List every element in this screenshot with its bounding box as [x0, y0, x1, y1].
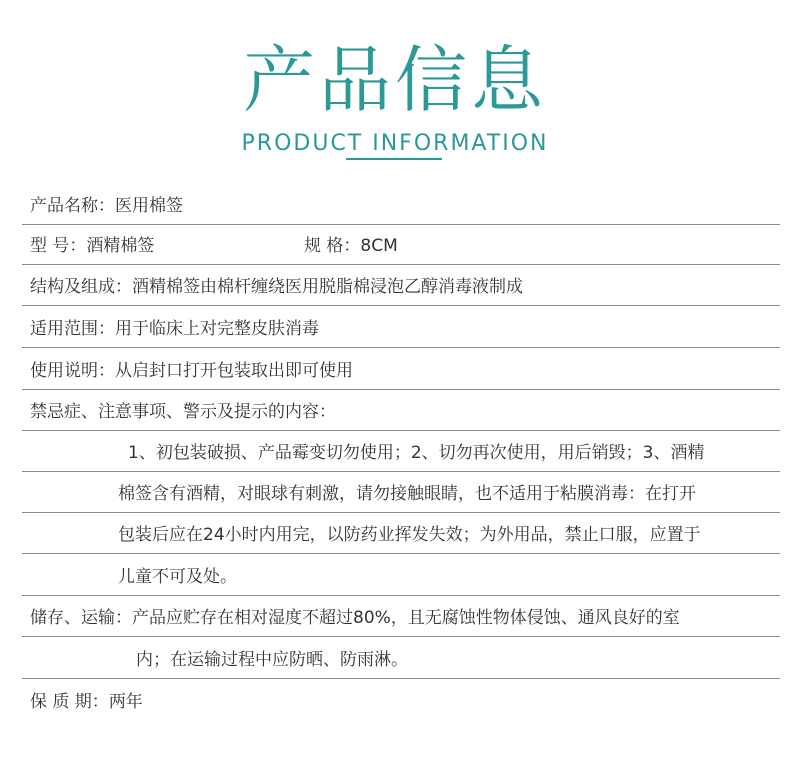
model-label: 型 号：	[30, 236, 87, 256]
warnings-line-2: 棉签含有酒精，对眼球有刺激，请勿接触眼睛，也不适用于粘膜消毒：在打开	[118, 484, 696, 504]
row-storage-cont	[22, 637, 780, 679]
shelf-life-label: 保 质 期：	[30, 692, 109, 712]
storage-line-2: 内；在运输过程中应防晒、防雨淋。	[136, 650, 408, 670]
storage-label: 储存、运输：	[30, 608, 132, 628]
scope-label: 适用范围：	[30, 319, 115, 339]
model-value: 酒精棉签	[86, 236, 155, 256]
product-name-label: 产品名称：	[30, 196, 115, 216]
shelf-life-value: 两年	[108, 692, 143, 712]
row-warnings-line	[22, 513, 780, 554]
row-warnings-line	[22, 472, 780, 513]
page-header	[0, 0, 790, 170]
title-underline	[346, 158, 442, 160]
row-shelf-life	[22, 679, 780, 720]
warnings-label: 禁忌症、注意事项、警示及提示的内容：	[30, 402, 336, 422]
product-name-value: 医用棉签	[115, 196, 183, 216]
row-model-spec	[22, 225, 780, 265]
row-storage	[22, 596, 780, 637]
row-warnings-line	[22, 431, 780, 472]
usage-label: 使用说明：	[30, 361, 115, 381]
row-warnings-heading	[22, 390, 780, 431]
row-product-name	[22, 186, 780, 225]
warnings-line-1: 1、初包装破损、产品霉变切勿使用；2、切勿再次使用，用后销毁；3、酒精	[128, 443, 705, 463]
row-scope	[22, 306, 780, 348]
spec-label: 规 格：	[304, 236, 361, 256]
composition-value: 酒精棉签由棉杆缠绕医用脱脂棉浸泡乙醇消毒液制成	[132, 277, 523, 297]
warnings-line-3: 包装后应在24小时内用完，以防药业挥发失效；为外用品，禁止口服，应置于	[118, 525, 701, 545]
row-warnings-line	[22, 554, 780, 596]
page-title: 产品信息	[242, 38, 547, 122]
warnings-line-4: 儿童不可及处。	[118, 567, 237, 587]
composition-label: 结构及组成：	[30, 277, 132, 297]
spec-value: 8CM	[360, 236, 398, 256]
page-subtitle: PRODUCT INFORMATION	[241, 131, 549, 156]
row-usage	[22, 348, 780, 390]
usage-value: 从启封口打开包装取出即可使用	[115, 361, 353, 381]
storage-line-1: 产品应贮存在相对湿度不超过80%，且无腐蚀性物体侵蚀、通风良好的室	[132, 608, 680, 628]
scope-value: 用于临床上对完整皮肤消毒	[115, 319, 319, 339]
row-composition	[22, 265, 780, 306]
